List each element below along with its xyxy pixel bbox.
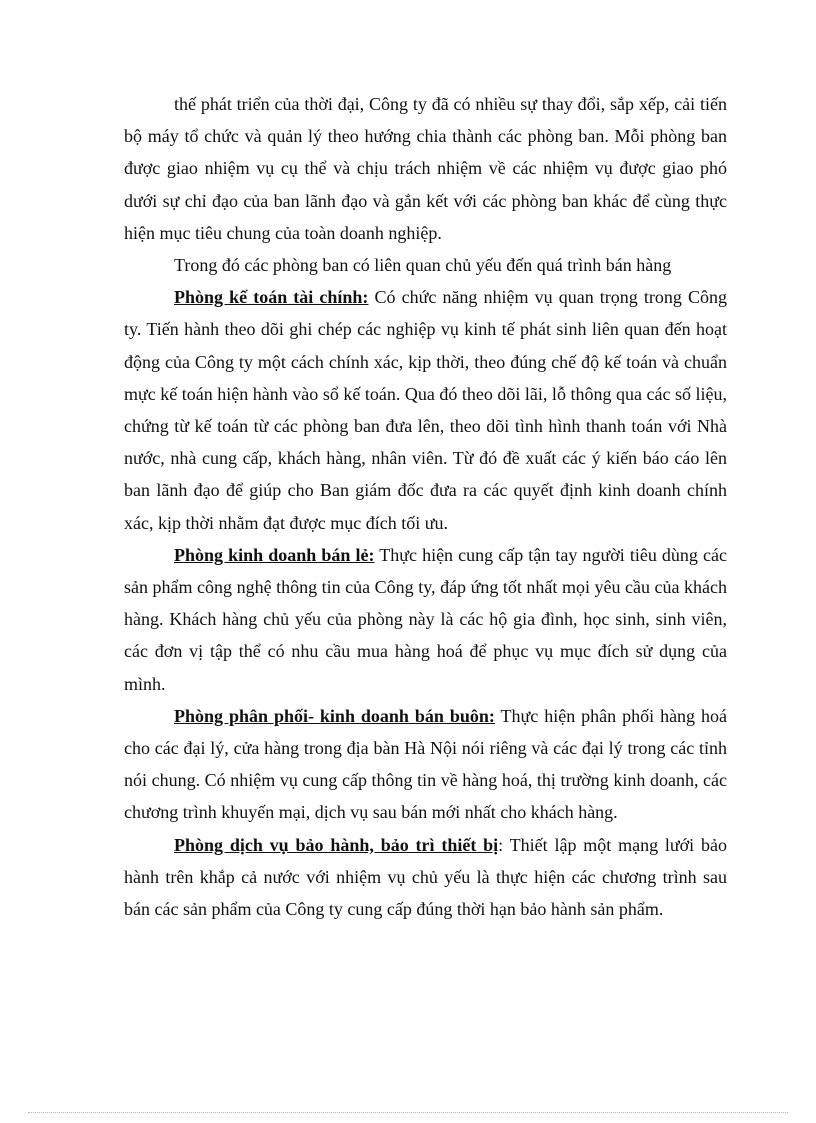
section-heading-warranty: Phòng dịch vụ bảo hành, bảo trì thiết bị [174, 834, 499, 855]
paragraph-text: : Thiết lập một mạng lưới bảo hành trên khắp cả nước với nhiệm vụ chủ yếu là thực hiện các chương trình sau bán các sản phẩm của Công ty cung cấp đúng thời hạn bảo hành sản phẩm. [124, 834, 727, 920]
section-heading-retail: Phòng kinh doanh bán lẻ: [174, 544, 375, 565]
paragraph-intro [124, 88, 727, 249]
paragraph-warranty [124, 829, 727, 926]
paragraph-text: Có chức năng nhiệm vụ quan trọng trong Công ty. Tiến hành theo dõi ghi chép các nghiệp vụ kinh tế phát sinh liên quan đến hoạt động của Công ty một cách chính xác, kịp thời, theo đúng chế độ kế toán và chuẩn mực kế toán hiện hành vào sổ kế toán. Qua đó theo dõi lãi, lỗ thông qua các số liệu, chứng từ kế toán từ các phòng ban đưa lên, theo dõi tình hình thanh toán với Nhà nước, nhà cung cấp, khách hàng, nhân viên. Từ đó đề xuất các ý kiến báo cáo lên ban lãnh đạo để giúp cho Ban giám đốc đưa ra các quyết định kinh doanh chính xác, kịp thời nhằm đạt được mục đích tối ưu. [124, 287, 727, 533]
paragraph-text: Thực hiện phân phối hàng hoá cho các đại lý, cửa hàng trong địa bàn Hà Nội nói riêng và các đại lý trong các tỉnh nói chung. Có nhiệm vụ cung cấp thông tin về hàng hoá, thị trường kinh doanh, các chương trình khuyến mại, dịch vụ sau bán mới nhất cho khách hàng. [124, 705, 727, 823]
paragraph-text: Trong đó các phòng ban có liên quan chủ yếu đến quá trình bán hàng [174, 255, 672, 276]
paragraph-accounting-finance [124, 281, 727, 539]
page-bottom-divider [28, 1112, 788, 1113]
section-heading-wholesale: Phòng phân phối- kinh doanh bán buôn: [174, 705, 495, 726]
section-heading-accounting: Phòng kế toán tài chính: [174, 287, 369, 308]
paragraph-text: thế phát triển của thời đại, Công ty đã có nhiều sự thay đổi, sắp xếp, cải tiến bộ máy tổ chức và quản lý theo hướng chia thành các phòng ban. Mỗi phòng ban được giao nhiệm vụ cụ thể và chịu trách nhiệm về các nhiệm vụ được giao phó dưới sự chỉ đạo của ban lãnh đạo và gắn kết với các phòng ban khác để cùng thực hiện mục tiêu chung của toàn doanh nghiệp. [124, 94, 727, 243]
paragraph-departments-lead [124, 249, 727, 281]
document-page [124, 88, 727, 925]
paragraph-wholesale [124, 700, 727, 829]
paragraph-retail [124, 539, 727, 700]
paragraph-text: Thực hiện cung cấp tận tay người tiêu dùng các sản phẩm công nghệ thông tin của Công ty, đáp ứng tốt nhất mọi yêu cầu của khách hàng. Khách hàng chủ yếu của phòng này là các hộ gia đình, học sinh, sinh viên, các đơn vị tập thể có nhu cầu mua hàng hoá để phục vụ mục đích sử dụng của mình. [124, 544, 727, 694]
